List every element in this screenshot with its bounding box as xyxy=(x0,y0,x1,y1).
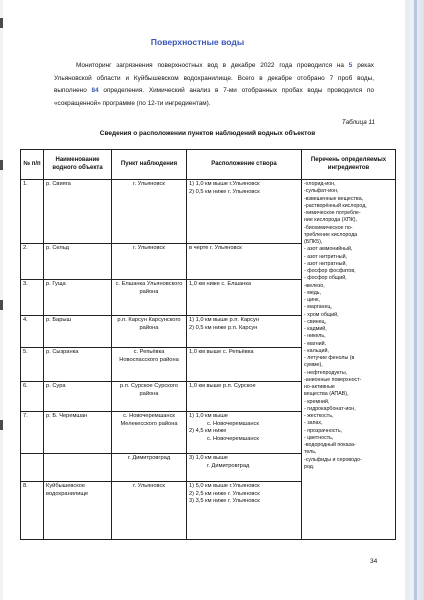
location xyxy=(187,316,302,348)
location-line: 1,0 км выше с. Репьёвка xyxy=(189,349,254,355)
row-number: 7. xyxy=(21,412,44,454)
location-line: 2) 0,5 км ниже г. Ульяновск xyxy=(189,188,260,195)
observation-point: с. Репьёвка Новоспасского района xyxy=(112,348,187,382)
parameter-item: - азот нитратный, xyxy=(304,260,347,267)
parameter-item: требление кислорода xyxy=(304,231,358,238)
parameter-item: - азот нитритный, xyxy=(304,253,348,260)
location xyxy=(187,180,302,244)
determinations-count: 84 xyxy=(91,87,99,94)
header-number: № п/п xyxy=(21,150,44,180)
location-line: с. Новочеремшанск xyxy=(207,435,259,442)
location xyxy=(187,382,302,412)
section-title: Поверхностные воды xyxy=(150,37,245,47)
water-object xyxy=(44,454,112,482)
parameter-item: - гидрокарбонат-ион, xyxy=(304,405,356,412)
intro-text-part1: Мониторинг загрязнения поверхностных вод в декабре 2022 года проводился на xyxy=(76,62,344,69)
header-water-object: Наименование водного объекта xyxy=(44,150,112,180)
location xyxy=(187,454,302,482)
parameter-item: - летучие фенолы (в xyxy=(304,355,355,361)
row-number: 6. xyxy=(21,382,44,412)
location xyxy=(187,244,302,280)
row-number: 5. xyxy=(21,348,44,382)
parameter-item: - хром общий, xyxy=(304,311,339,318)
intro-paragraph xyxy=(54,60,374,110)
header-location: Расположение створа xyxy=(187,150,302,180)
location-line: 1,0 км ниже с. Елшанка xyxy=(189,281,252,287)
row-number: 4. xyxy=(21,316,44,348)
location-line: 2) 4,5 км ниже xyxy=(189,428,227,435)
water-object: р. Б. Черемшан xyxy=(44,412,112,454)
observation-point: г. Ульяновск xyxy=(112,180,187,244)
location-line: 3) 1,0 км выше xyxy=(189,455,228,461)
parameter-item: - нефтепродукты, xyxy=(304,369,348,376)
header-point: Пункт наблюдения xyxy=(112,150,187,180)
location-line: в черте г. Ульяновск xyxy=(189,245,242,251)
parameter-item: -взвешенные вещества, xyxy=(304,195,364,202)
parameter-item: (БПК5), xyxy=(304,239,323,245)
row-number: 8. xyxy=(21,482,44,540)
parameter-item: род. xyxy=(304,463,315,470)
parameter-item: - цинк, xyxy=(304,297,320,303)
location-line: 2) 0,5 км ниже р.п. Карсун xyxy=(189,324,258,331)
table-number: Таблица 11 xyxy=(341,119,375,126)
location xyxy=(187,280,302,316)
observation-point: с. Новочеремшанск Мелекесского района xyxy=(112,412,187,454)
parameter-item: - марганец, xyxy=(304,304,332,311)
intro-text-part3: определения. Химический анализ в 7-ми отобранных пробах воды проводился по «сокращенной» программе (по 12-ти ингредиентам). xyxy=(54,87,374,107)
parameter-item: -анионные поверхност- xyxy=(304,376,362,383)
water-object: Куйбышевское водохранилище xyxy=(44,482,112,540)
row-number: 3. xyxy=(21,280,44,316)
rivers-count: 5 xyxy=(348,62,353,69)
parameter-item: - никель, xyxy=(304,333,326,340)
water-object: р. Сельд xyxy=(44,244,112,280)
water-object: р. Барыш xyxy=(44,316,112,348)
parameter-item: - прозрачность, xyxy=(304,427,343,434)
location-line: 1) 1,0 км выше р.п. Карсун xyxy=(189,317,259,323)
location xyxy=(187,482,302,540)
location-line: с. Новочеремшанск xyxy=(207,420,259,427)
parameter-item: - свинец, xyxy=(304,318,327,325)
row-number: 1. xyxy=(21,180,44,244)
parameter-item: вещества (АПАВ), xyxy=(304,391,349,398)
observation-point: с. Елшанка Ульяновского района xyxy=(112,280,187,316)
water-object: р. Сызранка xyxy=(44,348,112,382)
observation-points-table xyxy=(20,149,396,540)
parameters-cell xyxy=(302,180,396,540)
location-line: 2) 2,5 км ниже г. Ульяновск xyxy=(189,490,260,497)
parameter-item: сумме), xyxy=(304,362,323,369)
parameter-item: - кремний, xyxy=(304,398,330,405)
observation-point: г. Ульяновск xyxy=(112,244,187,280)
parameter-item: - фосфор фосфатов, xyxy=(304,268,356,274)
parameter-item: -хлорид-ион, xyxy=(304,181,336,187)
parameter-item: но-активные xyxy=(304,384,335,390)
observation-point: р.п. Сурское Сурского района xyxy=(112,382,187,412)
parameter-item: -сульфиды и сероводо- xyxy=(304,456,362,463)
parameter-item: - кальций, xyxy=(304,347,329,354)
parameter-item: -биохимическое по- xyxy=(304,224,353,231)
parameter-item: - запах, xyxy=(304,420,323,427)
parameter-item: - жесткость, xyxy=(304,413,334,419)
parameter-item: ние кислорода (ХПК), xyxy=(304,217,358,224)
parameter-item: - кадмий, xyxy=(304,326,327,332)
parameter-item: - магний, xyxy=(304,340,327,347)
parameter-item: - азот аммонийный, xyxy=(304,246,353,253)
water-object: р. Свияга xyxy=(44,180,112,244)
location xyxy=(187,412,302,454)
parameter-item: - фосфор общий, xyxy=(304,275,347,282)
location-line: г. Димитровград xyxy=(207,462,250,469)
parameter-item: - цветность, xyxy=(304,434,334,441)
location xyxy=(187,348,302,382)
parameter-item: -водородный показа- xyxy=(304,442,356,448)
location-line: 3) 3,5 км ниже г. Ульяновск xyxy=(189,498,260,505)
location-line: 1) 5,0 км выше г.Ульяновск xyxy=(189,483,260,489)
parameter-item: тель, xyxy=(304,449,317,456)
observation-point: р.п. Карсун Карсунского района xyxy=(112,316,187,348)
location-line: 1) 1,0 км выше xyxy=(189,413,228,419)
table-caption: Сведения о расположении пунктов наблюдений водных объектов xyxy=(99,130,316,137)
left-binding-edge xyxy=(0,0,3,600)
row-number xyxy=(21,454,44,482)
binder-edge xyxy=(410,0,424,600)
parameter-item: -сульфат-ион, xyxy=(304,188,339,195)
intro-text-part2: реках Ульяновской области и Куйбышевском водохранилище. Всего в декабре отобрано 7 проб воды, выполнено xyxy=(54,62,374,94)
water-object: р. Гуща xyxy=(44,280,112,316)
parameter-item: -железо, xyxy=(304,282,325,289)
parameter-item: - медь, xyxy=(304,289,322,296)
observation-point: г. Димитровград xyxy=(112,454,187,482)
parameter-item: -химическое потребле- xyxy=(304,210,361,216)
location-line: 1) 1,0 км выше г.Ульяновск xyxy=(189,181,260,187)
parameter-item: -растворённый кислород, xyxy=(304,202,367,209)
observation-point: г. Ульяновск xyxy=(112,482,187,540)
header-parameters: Перечень определяемых ингредиентов xyxy=(302,150,396,180)
water-object: р. Сура xyxy=(44,382,112,412)
location-line: 1,0 км выше р.п. Сурское xyxy=(189,383,256,389)
page-number: 34 xyxy=(370,558,378,565)
row-number: 2. xyxy=(21,244,44,280)
